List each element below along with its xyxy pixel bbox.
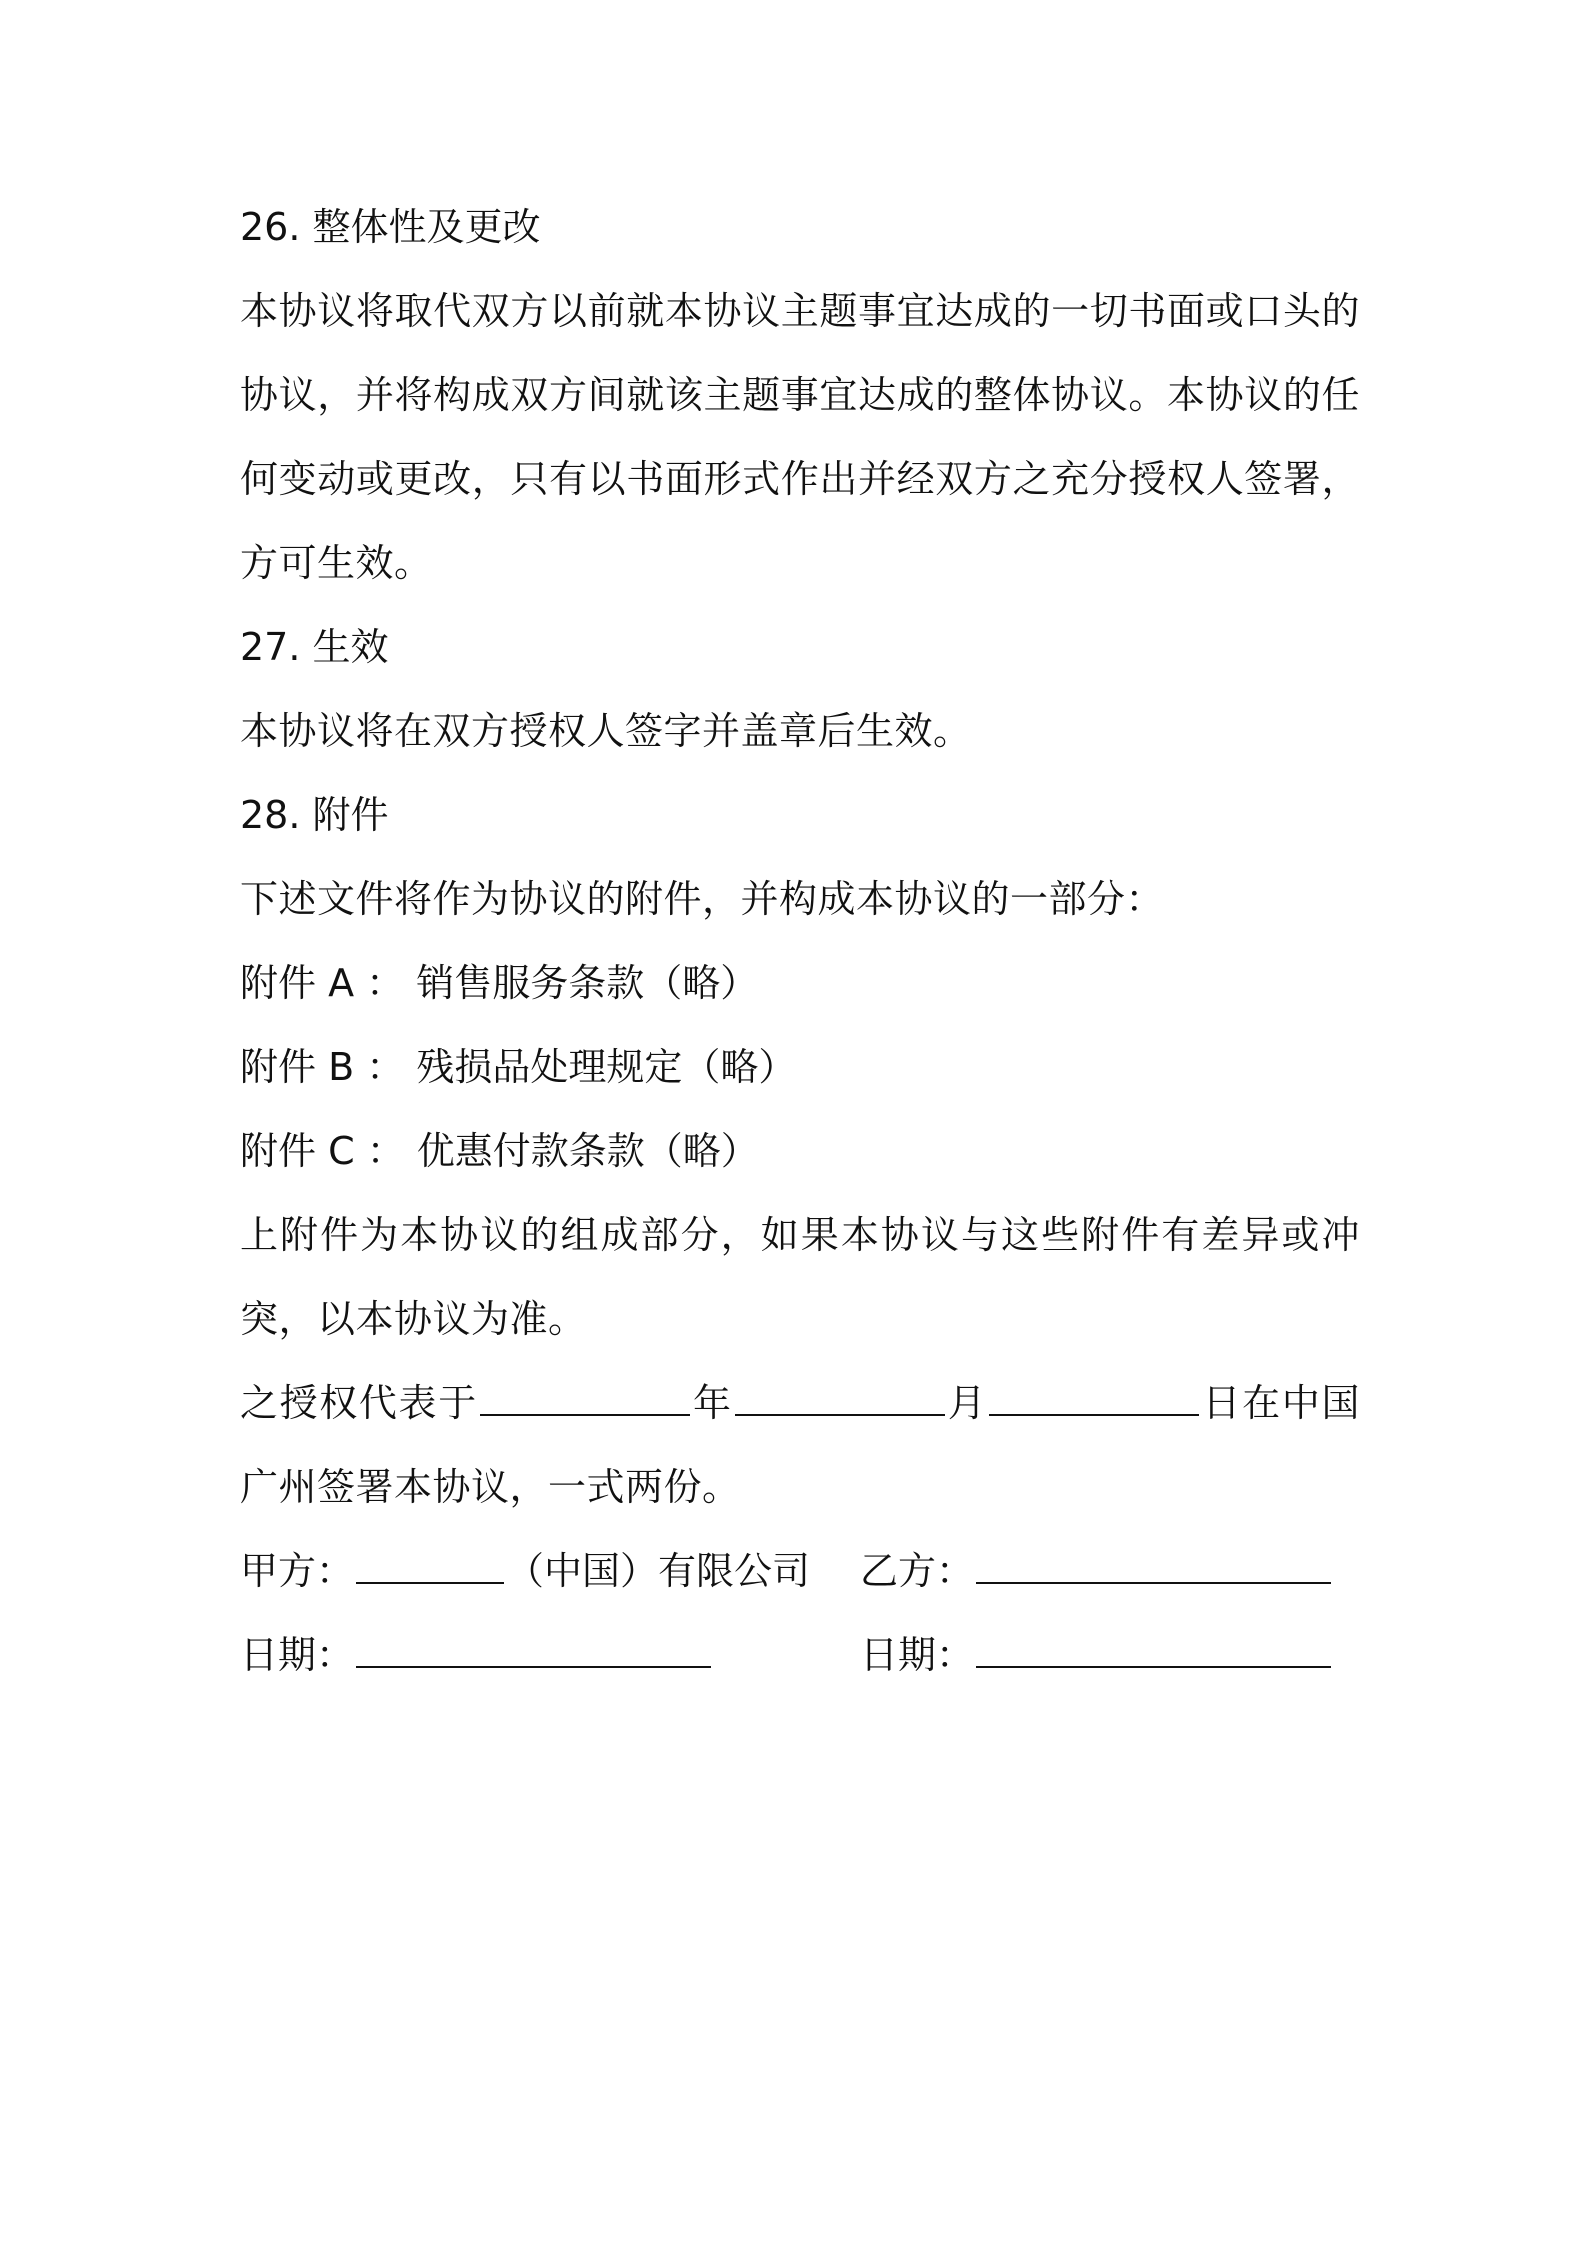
party-b-label: 乙方： [860,1549,975,1593]
party-b-name-blank[interactable] [976,1552,1331,1584]
date-a-label: 日期： [240,1633,355,1677]
signing-month-label: 月 [946,1381,988,1425]
attachment-c-title: 优惠付款条款（略） [416,1129,759,1173]
party-a-signature [240,1529,810,1613]
date-b-blank[interactable] [976,1636,1331,1668]
section-27-body: 本协议将在双方授权人签字并盖章后生效。 [240,709,972,753]
attachment-c-label: 附件 C ： [240,1129,405,1173]
attachment-b-label: 附件 B ： [240,1045,405,1089]
month-blank[interactable] [735,1384,945,1416]
section-26-body: 本协议将取代双方以前就本协议主题事宜达成的一切书面或口头的协议，并将构成双方间就该主题事宜达成的整体协议。本协议的任何变动或更改，只有以书面形式作出并经双方之充分授权人签署，方可生效。 [240,289,1360,585]
signing-day-place: 日在中国广州签署本协议，一式两份。 [240,1381,1360,1509]
day-blank[interactable] [989,1384,1199,1416]
section-28-body: 下述文件将作为协议的附件，并构成本协议的一部分： [240,877,1165,921]
attachment-b-title: 残损品处理规定（略） [416,1045,797,1089]
date-signature-row [240,1613,1360,1697]
party-signature-row [240,1529,1360,1613]
party-a-label: 甲方： [240,1549,355,1593]
attachment-a-label: 附件 A ： [240,961,405,1005]
party-b-signature [860,1529,1333,1613]
attachment-a [240,941,1360,1025]
signing-statement [240,1361,1360,1529]
section-27-heading: 27. 生效 [240,625,389,669]
signing-year-label: 年 [691,1381,733,1425]
attachment-c [240,1109,1360,1193]
party-a-name-blank[interactable] [356,1552,504,1584]
date-a-blank[interactable] [356,1636,711,1668]
attachments-note: 上附件为本协议的组成部分，如果本协议与这些附件有差异或冲突，以本协议为准。 [240,1213,1360,1341]
attachment-b [240,1025,1360,1109]
signing-prefix: 之授权代表于 [240,1381,478,1425]
attachment-a-title: 销售服务条款（略） [416,961,759,1005]
date-b-label: 日期： [860,1633,975,1677]
document-content [240,185,1360,1697]
party-a-suffix: （中国）有限公司 [506,1549,811,1593]
year-blank[interactable] [480,1384,690,1416]
party-a-date [240,1613,713,1697]
section-26-heading: 26. 整体性及更改 [240,205,541,249]
section-28-heading: 28. 附件 [240,793,389,837]
party-b-date [860,1613,1333,1697]
